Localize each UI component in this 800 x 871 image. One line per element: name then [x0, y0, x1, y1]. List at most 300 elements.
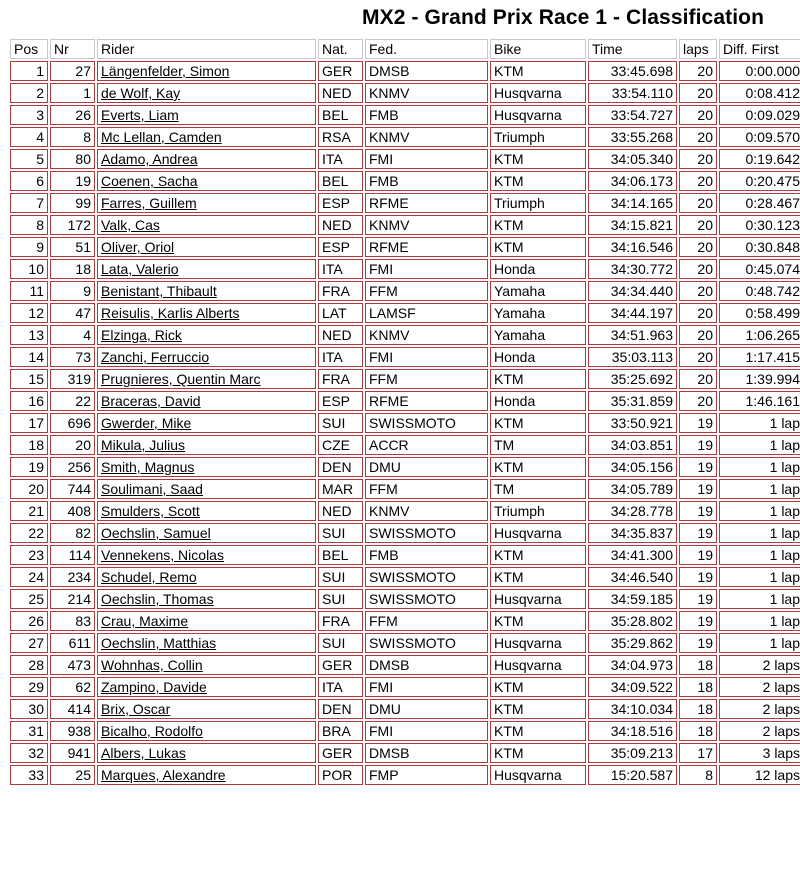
cell-pos: 13 [10, 325, 48, 345]
table-row [10, 501, 800, 521]
cell-bike: Honda [490, 347, 586, 367]
classification-table [8, 37, 800, 787]
cell-rider [97, 435, 316, 455]
cell-time: 34:35.837 [588, 523, 677, 543]
cell-fed: LAMSF [365, 303, 488, 323]
cell-pos: 30 [10, 699, 48, 719]
cell-rider [97, 765, 316, 785]
table-row [10, 281, 800, 301]
cell-nat: ITA [318, 259, 363, 279]
cell-fed: DMSB [365, 743, 488, 763]
cell-rider [97, 655, 316, 675]
cell-bike: TM [490, 435, 586, 455]
cell-fed: FMB [365, 545, 488, 565]
cell-pos: 25 [10, 589, 48, 609]
col-header-fed: Fed. [365, 39, 488, 59]
cell-nr: 47 [50, 303, 95, 323]
cell-nat: GER [318, 655, 363, 675]
cell-rider [97, 347, 316, 367]
cell-diff: 0:08.412 [719, 83, 800, 103]
cell-rider [97, 501, 316, 521]
rider-link[interactable]: Coenen, Sacha [101, 173, 198, 189]
cell-rider [97, 545, 316, 565]
cell-fed: ACCR [365, 435, 488, 455]
cell-nr: 19 [50, 171, 95, 191]
cell-time: 34:05.789 [588, 479, 677, 499]
cell-pos: 7 [10, 193, 48, 213]
rider-link[interactable]: Smulders, Scott [101, 503, 200, 519]
cell-fed: SWISSMOTO [365, 567, 488, 587]
rider-link[interactable]: Mc Lellan, Camden [101, 129, 222, 145]
rider-link[interactable]: Zampino, Davide [101, 679, 207, 695]
cell-fed: SWISSMOTO [365, 523, 488, 543]
cell-bike: Yamaha [490, 281, 586, 301]
cell-time: 35:28.802 [588, 611, 677, 631]
cell-bike: Husqvarna [490, 655, 586, 675]
cell-time: 34:06.173 [588, 171, 677, 191]
cell-nr: 941 [50, 743, 95, 763]
cell-bike: Yamaha [490, 303, 586, 323]
rider-link[interactable]: Benistant, Thibault [101, 283, 217, 299]
rider-link[interactable]: Soulimani, Saad [101, 481, 203, 497]
col-header-nat: Nat. [318, 39, 363, 59]
cell-bike: Honda [490, 259, 586, 279]
cell-pos: 8 [10, 215, 48, 235]
cell-time: 35:09.213 [588, 743, 677, 763]
cell-fed: KNMV [365, 83, 488, 103]
cell-rider [97, 413, 316, 433]
cell-nat: POR [318, 765, 363, 785]
cell-nat: FRA [318, 281, 363, 301]
table-row [10, 149, 800, 169]
table-row [10, 655, 800, 675]
table-row [10, 611, 800, 631]
cell-rider [97, 259, 316, 279]
cell-nat: SUI [318, 633, 363, 653]
cell-laps: 8 [679, 765, 717, 785]
cell-diff: 1:46.161 [719, 391, 800, 411]
rider-link[interactable]: Zanchi, Ferruccio [101, 349, 210, 365]
cell-nr: 18 [50, 259, 95, 279]
table-row [10, 325, 800, 345]
table-row [10, 61, 800, 81]
cell-pos: 11 [10, 281, 48, 301]
cell-nat: ESP [318, 237, 363, 257]
cell-time: 34:44.197 [588, 303, 677, 323]
cell-rider [97, 127, 316, 147]
cell-nat: FRA [318, 369, 363, 389]
cell-time: 33:45.698 [588, 61, 677, 81]
cell-bike: KTM [490, 457, 586, 477]
cell-laps: 20 [679, 149, 717, 169]
cell-diff: 1 lap [719, 501, 800, 521]
cell-nr: 82 [50, 523, 95, 543]
cell-nat: GER [318, 61, 363, 81]
cell-time: 34:46.540 [588, 567, 677, 587]
cell-rider [97, 677, 316, 697]
cell-nat: CZE [318, 435, 363, 455]
cell-nat: SUI [318, 523, 363, 543]
cell-bike: KTM [490, 545, 586, 565]
cell-diff: 1 lap [719, 611, 800, 631]
cell-diff: 2 laps [719, 721, 800, 741]
cell-nat: SUI [318, 589, 363, 609]
rider-link[interactable]: Marques, Alexandre [101, 767, 226, 783]
cell-laps: 19 [679, 413, 717, 433]
cell-laps: 19 [679, 589, 717, 609]
cell-bike: KTM [490, 611, 586, 631]
cell-fed: RFME [365, 237, 488, 257]
cell-laps: 20 [679, 215, 717, 235]
cell-fed: KNMV [365, 501, 488, 521]
col-header-pos: Pos [10, 39, 48, 59]
cell-diff: 2 laps [719, 677, 800, 697]
rider-link[interactable]: Adamo, Andrea [101, 151, 198, 167]
cell-time: 35:29.862 [588, 633, 677, 653]
cell-diff: 2 laps [719, 655, 800, 675]
cell-nr: 114 [50, 545, 95, 565]
cell-nat: DEN [318, 699, 363, 719]
cell-nat: NED [318, 215, 363, 235]
cell-pos: 9 [10, 237, 48, 257]
table-row [10, 237, 800, 257]
cell-nr: 4 [50, 325, 95, 345]
table-row [10, 171, 800, 191]
cell-laps: 19 [679, 435, 717, 455]
cell-time: 15:20.587 [588, 765, 677, 785]
cell-nr: 473 [50, 655, 95, 675]
rider-link[interactable]: Vennekens, Nicolas [101, 547, 224, 563]
cell-laps: 20 [679, 347, 717, 367]
rider-link[interactable]: Farres, Guillem [101, 195, 197, 211]
cell-fed: FMP [365, 765, 488, 785]
table-row [10, 435, 800, 455]
cell-bike: KTM [490, 743, 586, 763]
cell-nat: NED [318, 83, 363, 103]
table-row [10, 633, 800, 653]
cell-laps: 19 [679, 545, 717, 565]
cell-nat: RSA [318, 127, 363, 147]
cell-diff: 0:30.123 [719, 215, 800, 235]
rider-link[interactable]: Schudel, Remo [101, 569, 197, 585]
cell-nr: 408 [50, 501, 95, 521]
cell-nr: 172 [50, 215, 95, 235]
cell-nat: NED [318, 501, 363, 521]
rider-link[interactable]: Brix, Oscar [101, 701, 171, 717]
cell-nat: MAR [318, 479, 363, 499]
cell-rider [97, 237, 316, 257]
cell-rider [97, 171, 316, 191]
rider-link[interactable]: Oechslin, Matthias [101, 635, 217, 651]
cell-fed: KNMV [365, 215, 488, 235]
cell-diff: 1 lap [719, 413, 800, 433]
cell-diff: 1 lap [719, 545, 800, 565]
cell-pos: 18 [10, 435, 48, 455]
cell-laps: 19 [679, 501, 717, 521]
cell-nr: 696 [50, 413, 95, 433]
cell-rider [97, 699, 316, 719]
rider-link[interactable]: Reisulis, Karlis Alberts [101, 305, 240, 321]
cell-nr: 25 [50, 765, 95, 785]
cell-bike: KTM [490, 237, 586, 257]
cell-pos: 33 [10, 765, 48, 785]
cell-fed: FMI [365, 259, 488, 279]
cell-nr: 73 [50, 347, 95, 367]
cell-time: 33:50.921 [588, 413, 677, 433]
rider-link[interactable]: Lata, Valerio [101, 261, 179, 277]
cell-nat: DEN [318, 457, 363, 477]
col-header-rider: Rider [97, 39, 316, 59]
cell-diff: 0:19.642 [719, 149, 800, 169]
cell-nat: GER [318, 743, 363, 763]
table-row [10, 259, 800, 279]
rider-link[interactable]: Wohnhas, Collin [101, 657, 203, 673]
cell-nat: ESP [318, 391, 363, 411]
table-row [10, 677, 800, 697]
cell-diff: 1:17.415 [719, 347, 800, 367]
cell-laps: 19 [679, 633, 717, 653]
cell-fed: DMSB [365, 655, 488, 675]
cell-nat: NED [318, 325, 363, 345]
cell-diff: 1:39.994 [719, 369, 800, 389]
cell-nr: 414 [50, 699, 95, 719]
rider-link[interactable]: Oechslin, Samuel [101, 525, 211, 541]
cell-time: 34:51.963 [588, 325, 677, 345]
cell-nat: FRA [318, 611, 363, 631]
cell-pos: 1 [10, 61, 48, 81]
cell-rider [97, 149, 316, 169]
cell-pos: 16 [10, 391, 48, 411]
table-row [10, 413, 800, 433]
cell-bike: KTM [490, 699, 586, 719]
rider-link[interactable]: Oechslin, Thomas [101, 591, 214, 607]
cell-pos: 17 [10, 413, 48, 433]
table-row [10, 545, 800, 565]
cell-fed: DMSB [365, 61, 488, 81]
cell-rider [97, 303, 316, 323]
cell-laps: 20 [679, 369, 717, 389]
cell-nat: SUI [318, 413, 363, 433]
col-header-laps: laps [679, 39, 717, 59]
cell-time: 34:59.185 [588, 589, 677, 609]
cell-laps: 20 [679, 281, 717, 301]
cell-nr: 83 [50, 611, 95, 631]
cell-time: 34:03.851 [588, 435, 677, 455]
cell-time: 34:14.165 [588, 193, 677, 213]
cell-pos: 3 [10, 105, 48, 125]
cell-diff: 0:09.029 [719, 105, 800, 125]
cell-bike: KTM [490, 677, 586, 697]
cell-bike: Triumph [490, 193, 586, 213]
cell-nr: 611 [50, 633, 95, 653]
table-row [10, 479, 800, 499]
table-row [10, 369, 800, 389]
rider-link[interactable]: de Wolf, Kay [101, 85, 181, 101]
table-row [10, 105, 800, 125]
table-row [10, 303, 800, 323]
rider-link[interactable]: Valk, Cas [101, 217, 160, 233]
cell-diff: 1 lap [719, 589, 800, 609]
cell-bike: Husqvarna [490, 633, 586, 653]
cell-diff: 0:45.074 [719, 259, 800, 279]
table-row [10, 721, 800, 741]
cell-fed: FFM [365, 281, 488, 301]
cell-pos: 22 [10, 523, 48, 543]
cell-nr: 9 [50, 281, 95, 301]
cell-nat: SUI [318, 567, 363, 587]
cell-diff: 1 lap [719, 523, 800, 543]
rider-link[interactable]: Everts, Liam [101, 107, 179, 123]
cell-pos: 20 [10, 479, 48, 499]
cell-laps: 20 [679, 259, 717, 279]
header-row [10, 39, 800, 59]
cell-time: 34:15.821 [588, 215, 677, 235]
cell-nr: 99 [50, 193, 95, 213]
cell-laps: 18 [679, 655, 717, 675]
cell-bike: KTM [490, 369, 586, 389]
cell-pos: 19 [10, 457, 48, 477]
cell-nr: 256 [50, 457, 95, 477]
cell-fed: RFME [365, 193, 488, 213]
table-row [10, 567, 800, 587]
cell-nr: 744 [50, 479, 95, 499]
cell-rider [97, 61, 316, 81]
cell-laps: 20 [679, 237, 717, 257]
cell-fed: KNMV [365, 127, 488, 147]
table-row [10, 743, 800, 763]
col-header-bike: Bike [490, 39, 586, 59]
cell-nat: BRA [318, 721, 363, 741]
table-row [10, 457, 800, 477]
cell-bike: KTM [490, 61, 586, 81]
cell-diff: 12 laps [719, 765, 800, 785]
cell-time: 34:30.772 [588, 259, 677, 279]
rider-link[interactable]: Elzinga, Rick [101, 327, 182, 343]
cell-laps: 20 [679, 325, 717, 345]
cell-nr: 27 [50, 61, 95, 81]
cell-bike: KTM [490, 149, 586, 169]
cell-pos: 5 [10, 149, 48, 169]
page-title: MX2 - Grand Prix Race 1 - Classification [362, 6, 764, 29]
cell-fed: SWISSMOTO [365, 633, 488, 653]
cell-time: 33:54.110 [588, 83, 677, 103]
rider-link[interactable]: Smith, Magnus [101, 459, 195, 475]
cell-diff: 1 lap [719, 457, 800, 477]
rider-link[interactable]: Längenfelder, Simon [101, 63, 230, 79]
cell-laps: 20 [679, 105, 717, 125]
table-row [10, 347, 800, 367]
cell-fed: FFM [365, 611, 488, 631]
cell-bike: KTM [490, 721, 586, 741]
cell-pos: 31 [10, 721, 48, 741]
cell-nr: 234 [50, 567, 95, 587]
rider-link[interactable]: Mikula, Julius [101, 437, 186, 453]
cell-rider [97, 281, 316, 301]
rider-link[interactable]: Bicalho, Rodolfo [101, 723, 203, 739]
cell-time: 34:16.546 [588, 237, 677, 257]
cell-time: 34:09.522 [588, 677, 677, 697]
cell-rider [97, 743, 316, 763]
rider-link[interactable]: Oliver, Oriol [101, 239, 175, 255]
table-row [10, 523, 800, 543]
cell-laps: 20 [679, 171, 717, 191]
rider-link[interactable]: Gwerder, Mike [101, 415, 192, 431]
cell-nr: 62 [50, 677, 95, 697]
cell-pos: 2 [10, 83, 48, 103]
cell-nr: 8 [50, 127, 95, 147]
cell-bike: Triumph [490, 501, 586, 521]
cell-fed: FFM [365, 369, 488, 389]
cell-diff: 0:58.499 [719, 303, 800, 323]
cell-rider [97, 479, 316, 499]
cell-laps: 17 [679, 743, 717, 763]
cell-fed: DMU [365, 457, 488, 477]
table-body [10, 61, 800, 785]
cell-time: 34:04.973 [588, 655, 677, 675]
col-header-diff: Diff. First [719, 39, 800, 59]
col-header-time: Time [588, 39, 677, 59]
cell-nat: ESP [318, 193, 363, 213]
cell-fed: KNMV [365, 325, 488, 345]
table-row [10, 765, 800, 785]
cell-time: 34:18.516 [588, 721, 677, 741]
rider-link[interactable]: Braceras, David [101, 393, 201, 409]
cell-diff: 1:06.265 [719, 325, 800, 345]
table-row [10, 193, 800, 213]
rider-link[interactable]: Albers, Lukas [101, 745, 186, 761]
cell-laps: 20 [679, 193, 717, 213]
cell-nat: ITA [318, 347, 363, 367]
cell-diff: 1 lap [719, 633, 800, 653]
cell-laps: 20 [679, 83, 717, 103]
cell-pos: 4 [10, 127, 48, 147]
cell-nat: BEL [318, 171, 363, 191]
cell-fed: FMI [365, 677, 488, 697]
cell-diff: 3 laps [719, 743, 800, 763]
cell-fed: FMI [365, 149, 488, 169]
cell-time: 35:03.113 [588, 347, 677, 367]
rider-link[interactable]: Prugnieres, Quentin Marc [101, 371, 261, 387]
cell-nat: ITA [318, 149, 363, 169]
cell-nr: 319 [50, 369, 95, 389]
cell-diff: 1 lap [719, 567, 800, 587]
cell-fed: FMI [365, 347, 488, 367]
cell-rider [97, 611, 316, 631]
cell-bike: KTM [490, 567, 586, 587]
cell-pos: 10 [10, 259, 48, 279]
table-row [10, 83, 800, 103]
cell-rider [97, 83, 316, 103]
cell-fed: SWISSMOTO [365, 413, 488, 433]
cell-fed: DMU [365, 699, 488, 719]
rider-link[interactable]: Crau, Maxime [101, 613, 189, 629]
cell-pos: 27 [10, 633, 48, 653]
cell-laps: 18 [679, 721, 717, 741]
cell-bike: Husqvarna [490, 523, 586, 543]
cell-bike: TM [490, 479, 586, 499]
cell-rider [97, 589, 316, 609]
cell-bike: Husqvarna [490, 83, 586, 103]
cell-time: 34:05.340 [588, 149, 677, 169]
cell-bike: Honda [490, 391, 586, 411]
table-row [10, 699, 800, 719]
col-header-nr: Nr [50, 39, 95, 59]
cell-laps: 19 [679, 479, 717, 499]
cell-nr: 20 [50, 435, 95, 455]
cell-rider [97, 721, 316, 741]
cell-diff: 0:20.475 [719, 171, 800, 191]
cell-nat: BEL [318, 105, 363, 125]
